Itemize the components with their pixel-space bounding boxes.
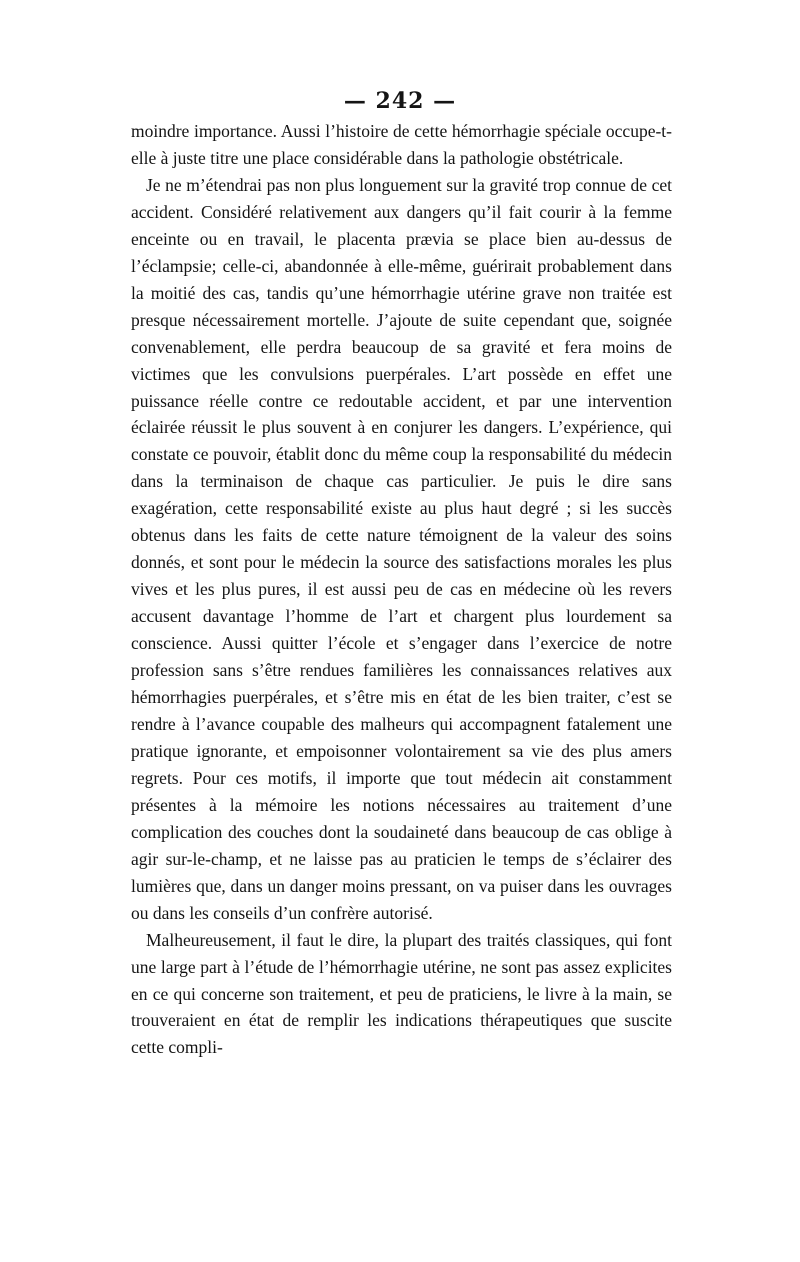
paragraph: Je ne m’étendrai pas non plus longuement sur la gravité trop connue de cet accident. Considéré relativement aux dangers qu’il fait courir à la femme enceinte ou en travail, le placenta prævia se place bien au-dessus de l’éclampsie; celle-ci, abandonnée à elle-même, guérirait probablement dans la moitié des cas, tandis qu’une hémorrhagie utérine grave non traitée est presque nécessairement mortelle. J’ajoute de suite cependant que, soignée convenablement, elle perdra beaucoup de sa gravité et fera moins de victimes que les convulsions puerpérales. L’art possède en effet une puissance réelle contre ce redoutable accident, et par une intervention éclairée réussit le plus souvent à en conjurer les dangers. L’expérience, qui constate ce pouvoir, établit donc du même coup la responsabilité du médecin dans la terminaison de chaque cas particulier. Je puis le dire sans exagération, cette responsabilité existe au plus haut degré ; si les succès obtenus dans les faits de cette nature témoignent de la valeur des soins donnés, et sont pour le médecin la source des satisfactions morales les plus vives et les plus pures, il est aussi peu de cas en médecine où les revers accusent davantage l’homme de l’art et chargent plus lourdement sa conscience. Aussi quitter l’école et s’engager dans l’exercice de notre profession sans s’être rendues familières les connaissances relatives aux hémorrhagies puerpérales, et s’être mis en état de les bien traiter, c’est se rendre à l’avance coupable des malheurs qui accompagnent fatalement une pratique ignorante, et empoisonner volontairement sa vie des plus amers regrets. Pour ces motifs, il importe que tout médecin ait constamment présentes à la mémoire les notions nécessaires au traitement d’une complication des couches dont la soudaineté dans beaucoup de cas oblige à agir sur-le-champ, et ne laisse pas au praticien le temps de s’éclairer des lumières que, dans un danger moins pressant, on va puiser dans les ouvrages ou dans les conseils d’un confrère autorisé. xyxy=(131,174,672,923)
paragraph: moindre importance. Aussi l’histoire de cette hémorrhagie spéciale occupe-t-elle à juste titre une place considérable dans la pathologie obstétricale. xyxy=(131,121,672,168)
page-number: — 242 — xyxy=(343,88,457,114)
body-text xyxy=(131,118,672,1061)
paragraph: Malheureusement, il faut le dire, la plupart des traités classiques, qui font une large part à l’étude de l’hémorrhagie utérine, ne sont pas assez explicites en ce qui concerne son traitement, et peu de praticiens, le livre à la main, se trouveraient en état de remplir les indications thérapeutiques que suscite cette compli- xyxy=(131,929,672,1058)
